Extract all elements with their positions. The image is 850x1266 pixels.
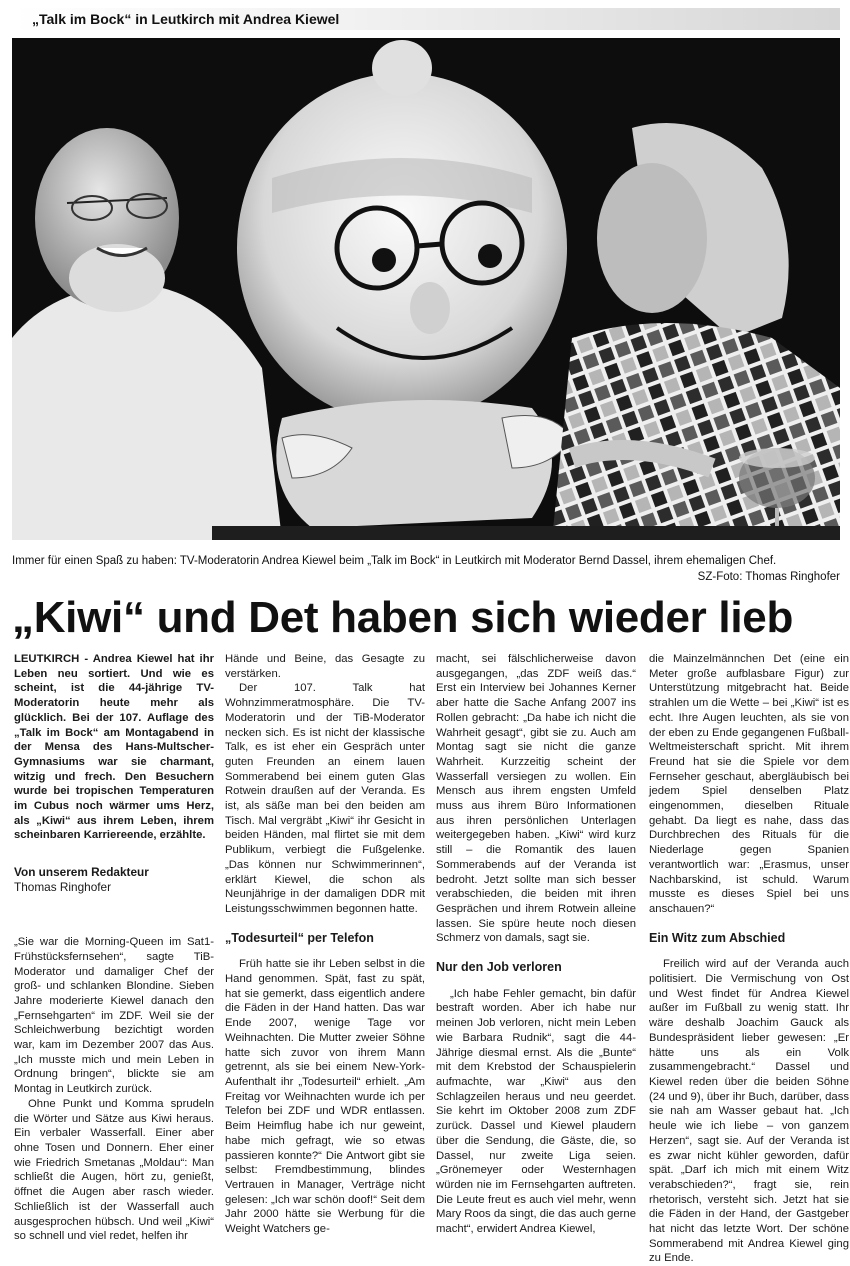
article-column-4	[649, 652, 849, 1266]
kicker-text: „Talk im Bock“ in Leutkirch mit Andrea Kiewel	[32, 11, 340, 27]
subheading-todesurteil: „Todesurteil“ per Telefon	[225, 930, 374, 945]
body-paragraph: Hände und Beine, das Gesagte zu verstärken.	[225, 653, 425, 680]
body-paragraph: die Mainzelmännchen Det (eine ein Meter große aufblasbare Figur) zur Unterstützung mitgebracht hat. Beide strahlen um die Wette – bei „Kiwi“ ist es echt. Ihre Augen leuchten, als sie von der eben zu Ende gegangenen Fußball-Weltmeisterschaft spricht. Mit ihrem Freund hat sie die Spiele vor dem Fernseher geschaut, abergläubisch bei jedem Spiel denselben Platz eingenommen, dieselben Rituale gehabt. Da liegt es nahe, dass das Durchbrechen des Rituals für die Niederlage gegen Spanien verantwortlich war: „Erasmus, unser Nachbarskind, ist schuld. Warum musste es dieses Spiel bei uns anschauen?“	[649, 653, 849, 915]
byline	[14, 865, 214, 895]
body-paragraph: Früh hatte sie ihr Leben selbst in die Hand genommen. Spät, fast zu spät, hat sie gemerkt, dass eigentlich andere die Fäden in der Hand hatten. Das war Ende 2007, wenige Tage vor Weihnachten. Die Mutter zweier Söhne hatte sich zuvor von ihrem Mann getrennt, als sie bei einem New-York-Aufenthalt ihr „Todesurteil“ erhielt. „Am Freitag vor Weihnachten wurde ich per Telefon bei ZDF und WDR entlassen. Beim Heimflug habe ich nur geweint, habe mich gefragt, wie so etwas passieren konnte?“ Die Antwort gibt sie selbst: Fremdbestimmung, blindes Vertrauen in Manager, Verträge nicht gelesen: „Ich war schön doof!“ Seit dem Jahr 2000 hätte sie Werbung für die Weight Watchers ge-	[225, 958, 425, 1236]
subheading-job-verloren: Nur den Job verloren	[436, 960, 562, 975]
photo-caption	[12, 553, 840, 585]
column-spacer	[14, 895, 214, 935]
byline-label: Von unserem Redakteur	[14, 865, 149, 880]
caption-text: Immer für einen Spaß zu haben: TV-Moderatorin Andrea Kiewel beim „Talk im Bock“ in Leutkirch mit Moderator Bernd Dassel, ihrem ehemaligen Chef.	[12, 555, 777, 567]
photo-credit: SZ-Foto: Thomas Ringhofer	[697, 571, 840, 583]
dateline: LEUTKIRCH	[14, 653, 80, 665]
byline-author: Thomas Ringhofer	[14, 880, 112, 895]
body-paragraph: macht, sei fälschlicherweise davon ausgegangen, „das ZDF weiß das.“ Erst ein Interview bei Johannes Kerner aber hatte die Sache Anfang 2007 ins Rollen gebracht: „Da habe ich nicht die Wahrheit gesagt“, gibt sie zu. Auch am Montag sagt sie nicht die ganze Wahrheit. Kurzzeitig scheint der Wasserfall versiegen zu wollen. Ein Mensch aus ihrem engsten Umfeld muss aus ihrem Büro Informationen aus ihren persönlichen Unterlagen weitergegeben haben. „Kiwi“ wird kurz still – die Romantik des lauen Sommerabends auf der Veranda ist bedroht. Jetzt sollte man sich besser verabschieden, die beiden mit ihren Gesprächen und ihrem Rotwein alleine lassen. Sie spüre heute noch diesen Schmerz von damals, sagt sie.	[436, 653, 636, 945]
subheading-witz-abschied: Ein Witz zum Abschied	[649, 930, 786, 945]
article-column-3	[436, 652, 636, 1237]
lead-text: - Andrea Kiewel hat ihr Leben neu sortiert. Und wie es scheint, ist die 44-jährige TV-Moderatorin heute mehr als glücklich. Bei der 107. Auflage des „Talk im Bock“ am Montagabend in der Mensa des Hans-Multscher-Gymnasiums war sie charmant, witzig und frech. Den Besuchern wurde bei tropischen Temperaturen im Cubus noch wärmer ums Herz, als „Kiwi“ aus ihrem Leben, ihrem scheinbaren Karriereende, erzählte.	[14, 653, 214, 842]
lead-paragraph	[14, 652, 214, 843]
body-paragraph: „Sie war die Morning-Queen im Sat1-Frühstücksfernsehen“, sagte TiB-Moderator und damaliger Chef der groß- und schlanken Blondine. Sieben Jahre moderierte Kiewel danach den „Fernsehgarten“ im ZDF. Weil sie der Schleichwerbung bezichtigt worden war, kam im Dezember 2007 das Aus. „Ich musste mich und mein Leben in Ordnung bringen“, blickte sie am Montag in Leutkirch zurück.	[14, 936, 214, 1096]
press-photo-icon	[12, 38, 840, 540]
kicker-bar	[12, 8, 840, 30]
article-column-2	[225, 652, 425, 1237]
body-paragraph: Ohne Punkt und Komma sprudeln die Wörter und Sätze aus Kiwi heraus. Ein verbaler Wasserfall. Einer aber ohne Tosen und Donnern. Eher einer wie Friedrich Smetanas „Moldau“: Man schließt die Augen, hört zu, genießt, öffnet die Augen aber rasch wieder. Schließlich ist der Wasserfall auch ausgesprochen hübsch. Und weil „Kiwi“ so schnell und viel redet, helfen ihr	[14, 1097, 214, 1243]
body-paragraph: Der 107. Talk hat Wohnzimmeratmosphäre. Die TV-Moderatorin und der TiB-Moderator necken sich. Es ist nicht der klassische Talk, es ist eher ein Gespräch unter guten Freunden an einem lauen Sommerabend bei einem guten Glas Rotwein draußen auf der Veranda. Es ist, als säße man bei den beiden am Tisch. Mal vergräbt „Kiwi“ ihr Gesicht in beiden Händen, mal flirtet sie mit dem Publikum, verbiegt die Fußgelenke. „Das können nur Schwimmerinnen“, erklärt Kiewel, die schon als Neunjährige in der damaligen DDR mit Leistungsschwimmen begonnen hatte.	[225, 682, 425, 915]
article-column-1	[14, 652, 214, 1244]
headline: „Kiwi“ und Det haben sich wieder lieb	[12, 593, 794, 642]
press-photo	[12, 38, 840, 540]
body-paragraph: „Ich habe Fehler gemacht, bin dafür bestraft worden. Aber ich habe nur meinen Job verloren, nicht mein Leben wie Barbara Rudnik“, sagt die 44-Jährige diesmal ernst. Als die „Bunte“ mit dem Krebstod der Schauspielerin aufmachte, war „Kiwi“ aus den Schlagzeilen heraus und neu geerdet. Sie kehrt im Oktober 2008 zum ZDF zurück. Dassel und Kiewel plaudern über die Sendung, die Gäste, die, so Dassel, nur zweite Liga seien. „Grönemeyer oder Westernhagen würden nie im Fernsehgarten auftreten. Die Leute freut es auch viel mehr, wenn Mary Roos da singt, die das auch gerne macht“, erwidert Andrea Kiewel,	[436, 987, 636, 1236]
body-paragraph: Freilich wird auf der Veranda auch politisiert. Die Vermischung von Ost und West findet für Andrea Kiewel außer im Fußball zu wenig statt. Ihr wäre deshalb Joachim Gauck als Bundespräsident lieber gewesen: „Er hätte uns als ein Volk zusammengebracht.“ Dassel und Kiewel reden über die beiden Söhne (24 und 9), über ihr Buch, darüber, dass sie nah am Wasser gebaut hat. „Ich heule wie ich liebe – von ganzem Herzen“, sagt sie. Auf der Veranda ist es zwar nicht kühler geworden, dafür spät. „Darf ich mich mit einem Witz verabschieden?“, fragt sie, rein rhetorisch, versteht sich. Jetzt hat sie die Fäden in der Hand, der Gastgeber hat nicht das letzte Wort. Der schöne Sommerabend mit Andrea Kiewel ging zu Ende.	[649, 958, 849, 1265]
